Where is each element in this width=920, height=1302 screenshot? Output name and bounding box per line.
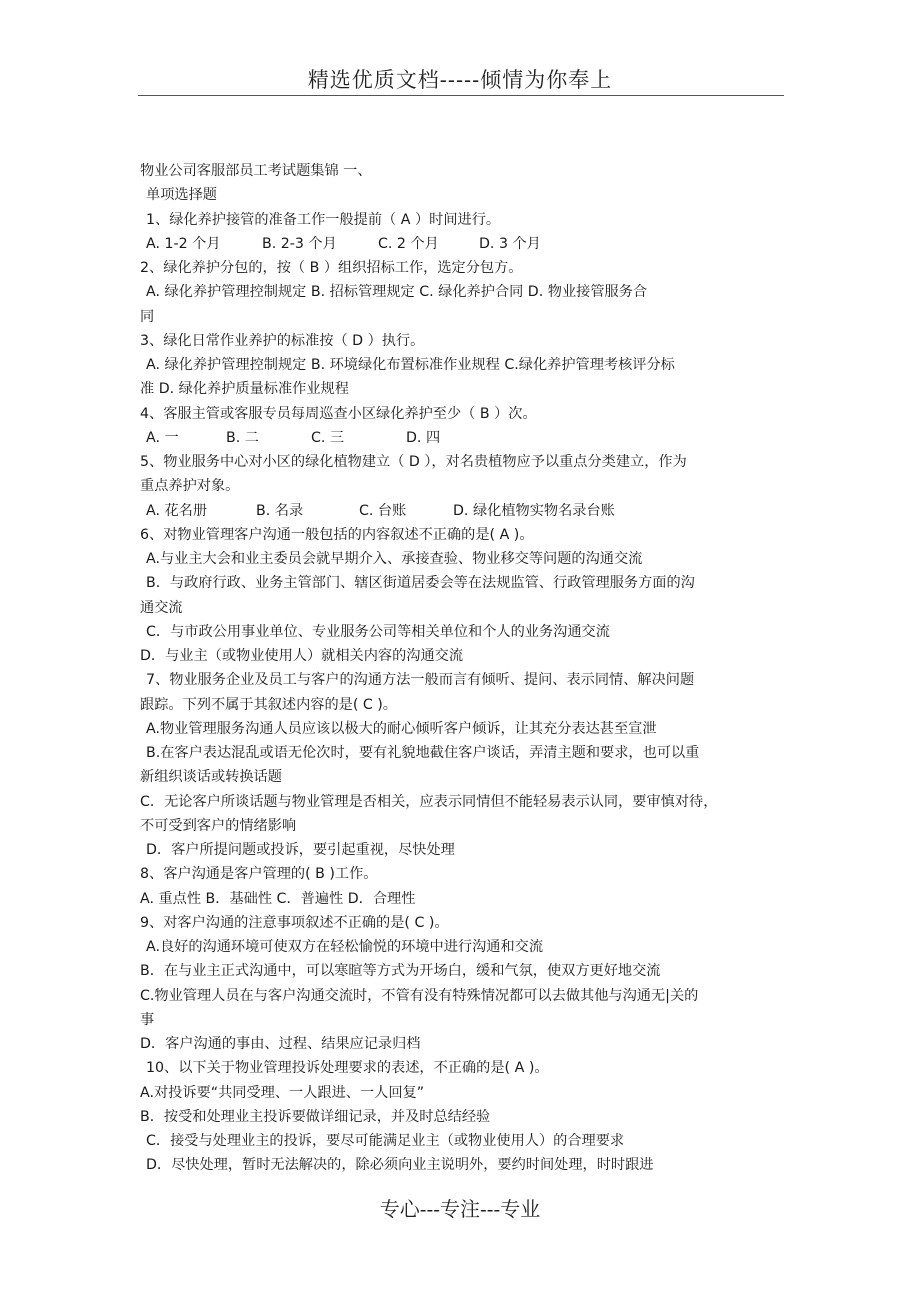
question-2-options: A. 绿化养护管理控制规定 B. 招标管理规定 C. 绿化养护合同 D. 物业接管服务合: [146, 284, 648, 301]
question-1: 1、绿化养护接管的准备工作一般提前（ A ）时间进行。: [146, 211, 501, 228]
question-10-option-a: A.对投诉要“共同受理、一人跟进、一人回复”: [140, 1084, 425, 1101]
question-6-option-d: D．与业主（或物业使用人）就相关内容的沟通交流: [140, 648, 464, 664]
question-8-options: A. 重点性 B．基础性 C．普遍性 D．合理性: [140, 890, 416, 907]
question-6-option-c: C．与市政公用事业单位、专业服务公司等相关单位和个人的业务沟通交流: [146, 623, 610, 640]
question-6-option-b: B．与政府行政、业务主管部门、辖区街道居委会等在法规监管、行政管理服务方面的沟: [146, 575, 695, 592]
option-d: D. 3 个月: [479, 235, 541, 252]
page-footer-text: 专心---专注---专业: [379, 1197, 541, 1221]
question-7-option-b: B.在客户表达混乱或语无伦次时，要有礼貌地截住客户谈话，弄清主题和要求，也可以重: [146, 745, 700, 761]
option-c: C. 2 个月: [378, 235, 439, 252]
option-a: A. 花名册: [146, 502, 208, 519]
question-7-option-d: D．客户所提问题或投诉，要引起重视，尽快处理: [146, 842, 455, 858]
question-7-option-b-cont: 新组织谈话或转换话题: [140, 769, 282, 786]
option-a: A. 一: [146, 429, 179, 446]
question-9-option-b: B．在与业主正式沟通中，可以寒暄等方式为开场白，缓和气氛，使双方更好地交流: [140, 963, 661, 980]
document-title: 物业公司客服部员工考试题集锦 一、: [140, 163, 372, 179]
question-3: 3、绿化日常作业养护的标准按（ D ）执行。: [140, 332, 425, 349]
question-7-option-c-cont: 不可受到客户的情绪影响: [140, 817, 297, 834]
section-heading: 单项选择题: [146, 187, 217, 204]
question-5-options: [140, 499, 790, 523]
option-d: D. 绿化植物实物名录台账: [453, 502, 615, 519]
option-b: B. 名录: [256, 502, 304, 519]
question-5: 5、物业服务中心对小区的绿化植物建立（ D ），对名贵植物应予以重点分类建立，作为: [140, 454, 687, 470]
header-divider: [138, 95, 784, 96]
question-9: 9、对客户沟通的注意事项叙述不正确的是( C )。: [140, 914, 449, 931]
question-6: 6、对物业管理客户沟通一般包括的内容叙述不正确的是( A )。: [140, 526, 534, 543]
question-10: 10、以下关于物业管理投诉处理要求的表述，不正确的是( A )。: [146, 1060, 549, 1077]
question-3-options-cont: 准 D. 绿化养护质量标准作业规程: [140, 381, 349, 398]
question-10-option-c: C．接受与处理业主的投诉，要尽可能满足业主（或物业使用人）的合理要求: [146, 1133, 625, 1149]
question-3-options: A. 绿化养护管理控制规定 B. 环境绿化布置标准作业规程 C.绿化养护管理考核评分标: [146, 357, 675, 373]
question-2-options-cont: 同: [140, 308, 155, 325]
question-9-option-c-cont: 事: [140, 1011, 155, 1028]
question-2: 2、绿化养护分包的，按（ B ）组织招标工作，选定分包方。: [140, 260, 523, 276]
page-header-title: 精选优质文档-----倾情为你奉上: [307, 68, 613, 92]
question-8: 8、客户沟通是客户管理的( B )工作。: [140, 866, 378, 883]
question-7-cont: 跟踪。下列不属于其叙述内容的是( C )。: [140, 696, 397, 713]
question-9-option-a: A.良好的沟通环境可使双方在轻松愉悦的环境中进行沟通和交流: [146, 939, 544, 955]
question-10-option-d: D．尽快处理，暂时无法解决的，除必须向业主说明外，要约时间处理，时时跟进: [146, 1157, 654, 1174]
document-body: [140, 159, 790, 1178]
option-d: D. 四: [406, 429, 441, 446]
option-c: C. 台账: [359, 502, 407, 519]
option-b: B. 2-3 个月: [262, 235, 337, 252]
question-1-options: [140, 232, 790, 256]
question-6-option-b-cont: 通交流: [140, 599, 183, 616]
question-6-option-a: A.与业主大会和业主委员会就早期介入、承接查验、物业移交等问题的沟通交流: [146, 551, 643, 567]
question-4: 4、客服主管或客服专员每周巡查小区绿化养护至少（ B ）次。: [140, 405, 537, 422]
option-c: C. 三: [311, 429, 345, 446]
question-5-cont: 重点养护对象。: [140, 478, 240, 495]
question-10-option-b: B．按受和处理业主投诉要做详细记录，并及时总结经验: [140, 1108, 491, 1125]
option-b: B. 二: [226, 429, 259, 446]
question-7-option-a: A.物业管理服务沟通人员应该以极大的耐心倾听客户倾诉，让其充分表达甚至宣泄: [146, 720, 657, 737]
option-a: A. 1-2 个月: [146, 235, 221, 252]
question-7-option-c: C．无论客户所谈话题与物业管理是否相关，应表示同情但不能轻易表示认同，要审慎对待，: [140, 793, 718, 810]
question-4-options: [140, 426, 790, 450]
question-9-option-c: C.物业管理人员在与客户沟通交流时，不管有没有特殊情况都可以去做其他与沟通无|关的: [140, 987, 699, 1004]
question-9-option-d: D．客户沟通的事由、过程、结果应记录归档: [140, 1036, 421, 1052]
question-7: 7、物业服务企业及员工与客户的沟通方法一般而言有倾听、提问、表示同情、解决问题: [146, 672, 695, 689]
